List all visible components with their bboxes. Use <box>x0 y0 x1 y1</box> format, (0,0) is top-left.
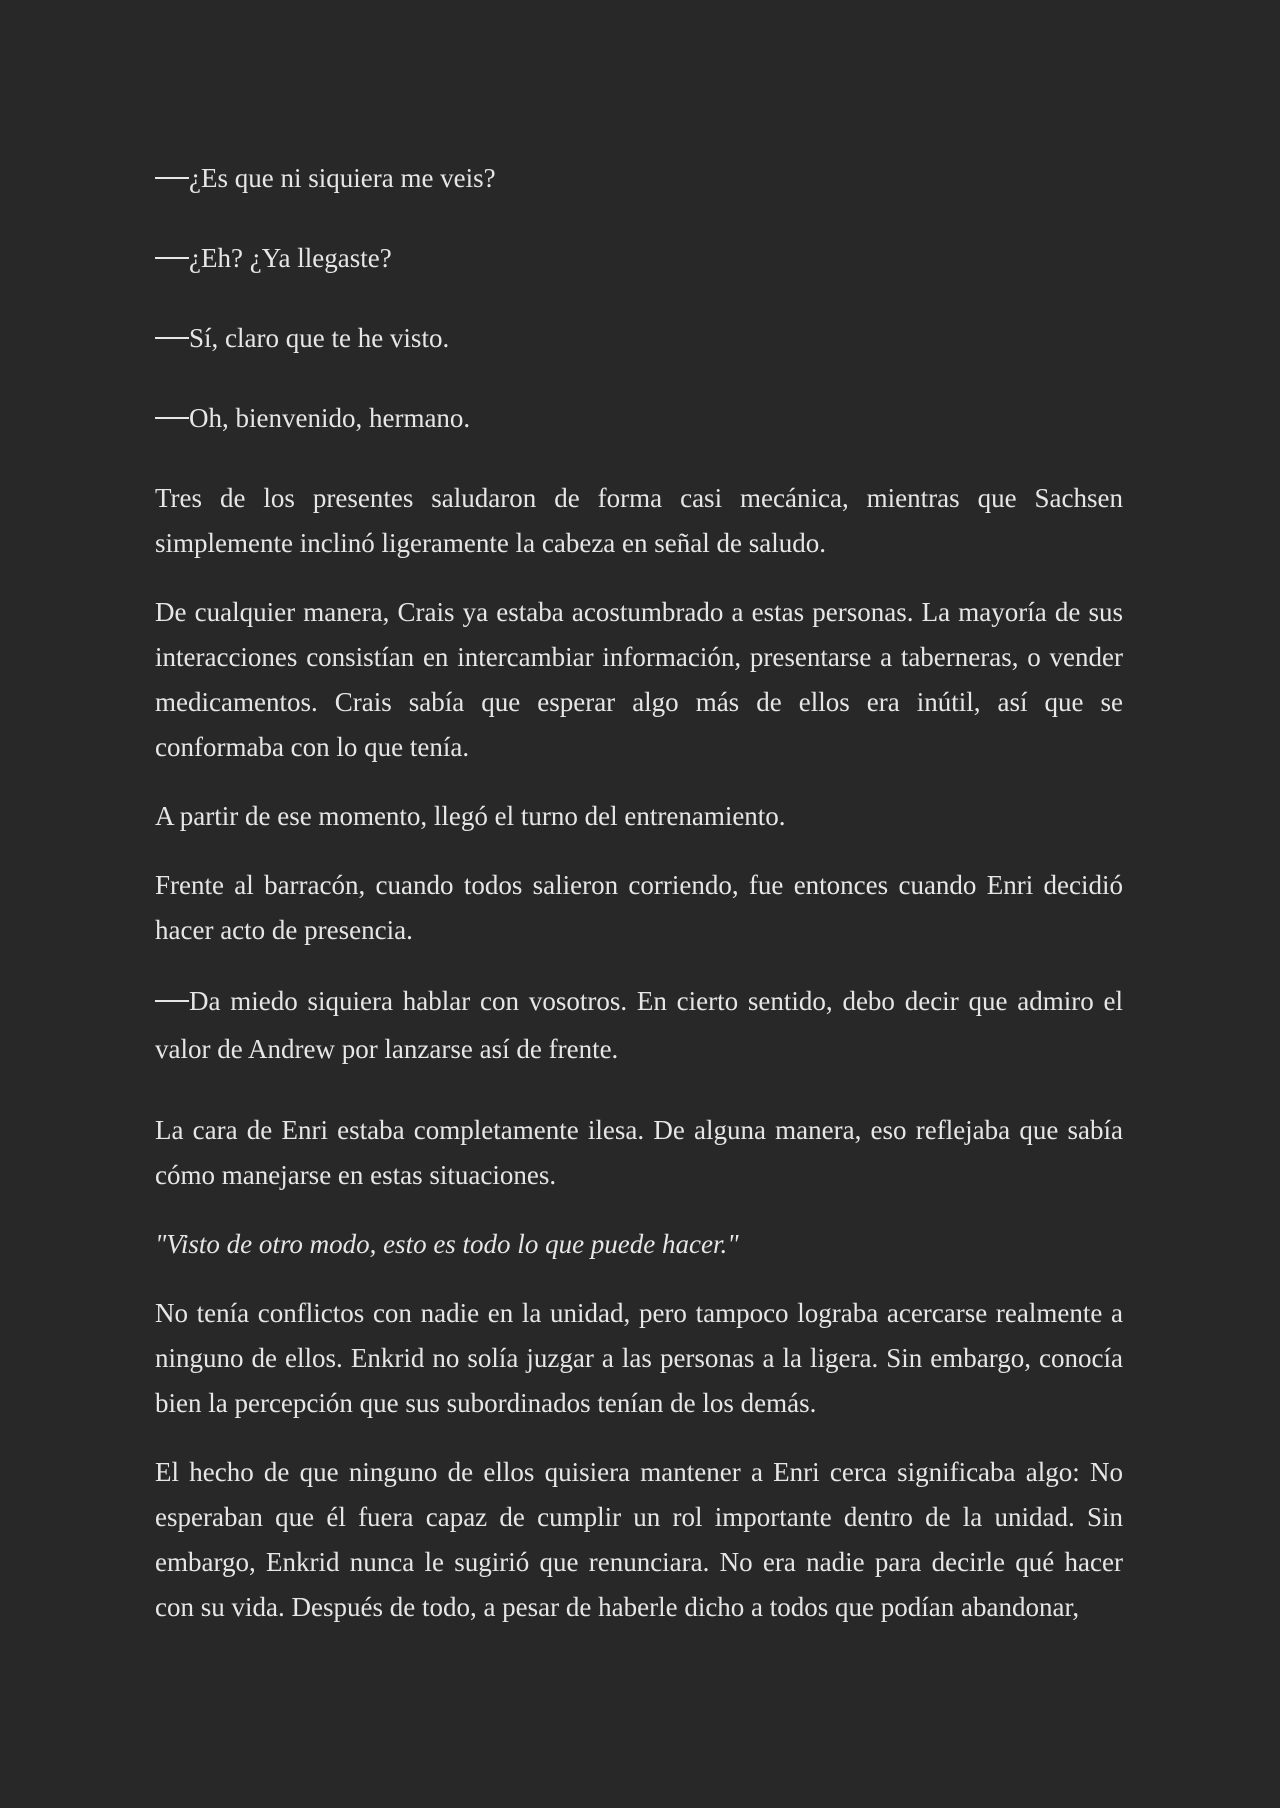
dialogue-text: ¿Eh? ¿Ya llegaste? <box>189 243 392 273</box>
reading-pane <box>155 156 1123 1654</box>
dialogue-text: ¿Es que ni siquiera me veis? <box>189 163 496 193</box>
em-dash <box>155 177 189 179</box>
dialogue-line <box>155 156 1123 201</box>
thought-line: "Visto de otro modo, esto es todo lo que puede hacer." <box>155 1229 739 1259</box>
narrative-paragraph: A partir de ese momento, llegó el turno del entrenamiento. <box>155 801 786 831</box>
em-dash <box>155 337 189 339</box>
narrative-paragraph: Tres de los presentes saludaron de forma casi mecánica, mientras que Sachsen simplemente inclinó ligeramente la cabeza en señal de saludo. <box>155 483 1123 558</box>
em-dash <box>155 417 189 419</box>
dialogue-text: Da miedo siquiera hablar con vosotros. En cierto sentido, debo decir que admiro el valor de Andrew por lanzarse así de frente. <box>155 986 1123 1064</box>
narrative-paragraph: Frente al barracón, cuando todos salieron corriendo, fue entonces cuando Enri decidió hacer acto de presencia. <box>155 870 1123 945</box>
dialogue-text: Oh, bienvenido, hermano. <box>189 403 471 433</box>
dialogue-line <box>155 977 1123 1073</box>
dialogue-line <box>155 316 1123 361</box>
narrative-paragraph: No tenía conflictos con nadie en la unidad, pero tampoco lograba acercarse realmente a ninguno de ellos. Enkrid no solía juzgar a las personas a la ligera. Sin embargo, conocía bien la percepción que sus subordinados tenían de los demás. <box>155 1298 1123 1418</box>
narrative-paragraph: El hecho de que ninguno de ellos quisiera mantener a Enri cerca significaba algo: No esperaban que él fuera capaz de cumplir un rol importante dentro de la unidad. Sin embargo, Enkrid nunca le sugirió que renunciara. No era nadie para decirle qué hacer con su vida. Después de todo, a pesar de haberle dicho a todos que podían abandonar, <box>155 1457 1123 1622</box>
dialogue-line <box>155 236 1123 281</box>
em-dash <box>155 1000 189 1002</box>
dialogue-text: Sí, claro que te he visto. <box>189 323 450 353</box>
narrative-paragraph: La cara de Enri estaba completamente ilesa. De alguna manera, eso reflejaba que sabía cómo manejarse en estas situaciones. <box>155 1115 1123 1190</box>
dialogue-line <box>155 396 1123 441</box>
em-dash <box>155 257 189 259</box>
narrative-paragraph: De cualquier manera, Crais ya estaba acostumbrado a estas personas. La mayoría de sus interacciones consistían en intercambiar información, presentarse a taberneras, o vender medicamentos. Crais sabía que esperar algo más de ellos era inútil, así que se conformaba con lo que tenía. <box>155 597 1123 762</box>
